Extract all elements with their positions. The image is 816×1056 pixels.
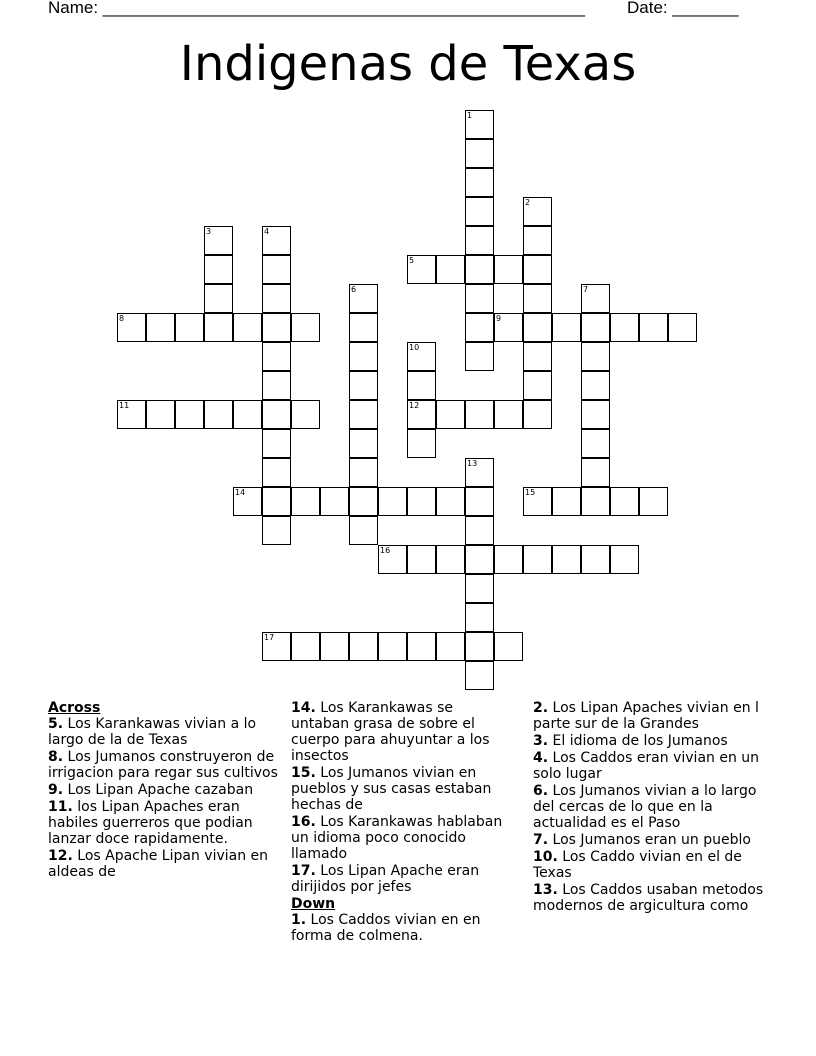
grid-cell[interactable] <box>233 400 262 429</box>
grid-cell[interactable] <box>407 545 436 574</box>
grid-cell[interactable] <box>349 284 378 313</box>
grid-cell[interactable] <box>523 371 552 400</box>
clue-number: 7 <box>583 285 589 294</box>
grid-cell[interactable] <box>494 545 523 574</box>
grid-cell[interactable] <box>494 313 523 342</box>
grid-cell[interactable] <box>465 284 494 313</box>
grid-cell[interactable] <box>320 487 349 516</box>
grid-cell[interactable] <box>262 487 291 516</box>
grid-cell[interactable] <box>117 313 146 342</box>
clue-number: 13 <box>467 459 478 468</box>
grid-cell[interactable] <box>523 342 552 371</box>
grid-cell[interactable] <box>465 487 494 516</box>
grid-cell[interactable] <box>349 458 378 487</box>
clue-number: 6 <box>351 285 357 294</box>
grid-cell[interactable] <box>262 226 291 255</box>
clue-number: 10 <box>409 343 420 352</box>
grid-cell[interactable] <box>407 342 436 371</box>
grid-cell[interactable] <box>407 400 436 429</box>
grid-cell[interactable] <box>581 458 610 487</box>
name-field-label: Name: ___________________________________________________ <box>48 0 585 17</box>
grid-cell[interactable] <box>262 400 291 429</box>
clue-number: 5 <box>409 256 415 265</box>
grid-cell[interactable] <box>291 313 320 342</box>
grid-cell[interactable] <box>465 545 494 574</box>
grid-cell[interactable] <box>581 313 610 342</box>
grid-cell[interactable] <box>378 545 407 574</box>
clue-number: 15 <box>525 488 536 497</box>
grid-cell[interactable] <box>465 400 494 429</box>
grid-cell[interactable] <box>494 400 523 429</box>
clues-column-3 <box>533 700 773 915</box>
grid-cell[interactable] <box>204 313 233 342</box>
grid-cell[interactable] <box>291 632 320 661</box>
grid-cell[interactable] <box>233 313 262 342</box>
grid-cell[interactable] <box>668 313 697 342</box>
clue-across-11: 11. los Lipan Apaches eran habiles guerreros que podian lanzar doce rapidamente. <box>48 799 253 847</box>
grid-cell[interactable] <box>494 255 523 284</box>
clue-number: 17 <box>264 633 275 642</box>
grid-cell[interactable] <box>610 545 639 574</box>
grid-cell[interactable] <box>581 342 610 371</box>
grid-cell[interactable] <box>465 516 494 545</box>
grid-cell[interactable] <box>552 545 581 574</box>
grid-cell[interactable] <box>204 226 233 255</box>
clue-number: 1 <box>467 111 473 120</box>
clue-number: 16 <box>380 546 391 555</box>
grid-cell[interactable] <box>407 429 436 458</box>
grid-cell[interactable] <box>262 371 291 400</box>
grid-cell[interactable] <box>465 139 494 168</box>
clue-number: 14 <box>235 488 246 497</box>
grid-cell[interactable] <box>349 400 378 429</box>
grid-cell[interactable] <box>436 632 465 661</box>
grid-cell[interactable] <box>610 487 639 516</box>
clue-down-6: 6. Los Jumanos vivian a lo largo del cercas de lo que en la actualidad es el Paso <box>533 783 757 831</box>
page-title: Indigenas de Texas <box>179 36 637 92</box>
down-heading: Down <box>291 896 336 912</box>
grid-cell[interactable] <box>465 342 494 371</box>
grid-cell[interactable] <box>639 313 668 342</box>
grid-cell[interactable] <box>465 197 494 226</box>
grid-cell[interactable] <box>436 487 465 516</box>
grid-cell[interactable] <box>436 400 465 429</box>
grid-cell[interactable] <box>262 632 291 661</box>
clue-across-15: 15. Los Jumanos vivian en pueblos y sus casas estaban hechas de <box>291 765 492 813</box>
clue-across-14: 14. Los Karankawas se untaban grasa de sobre el cuerpo para ahuyuntar a los insectos <box>291 700 490 764</box>
grid-cell[interactable] <box>436 255 465 284</box>
clue-down-3: 3. El idioma de los Jumanos <box>533 733 728 749</box>
grid-cell[interactable] <box>262 284 291 313</box>
grid-cell[interactable] <box>175 400 204 429</box>
clue-across-17: 17. Los Lipan Apache eran dirijidos por jefes <box>291 863 480 895</box>
clues-column-2 <box>291 700 515 945</box>
grid-cell[interactable] <box>378 632 407 661</box>
grid-cell[interactable] <box>349 313 378 342</box>
grid-cell[interactable] <box>349 516 378 545</box>
clue-number: 3 <box>206 227 212 236</box>
grid-cell[interactable] <box>320 632 349 661</box>
grid-cell[interactable] <box>349 487 378 516</box>
clue-number: 11 <box>119 401 130 410</box>
clues-column-1 <box>48 700 288 881</box>
grid-cell[interactable] <box>349 632 378 661</box>
grid-cell[interactable] <box>262 516 291 545</box>
grid-cell[interactable] <box>262 342 291 371</box>
clue-down-13: 13. Los Caddos usaban metodos modernos de argicultura como <box>533 882 764 914</box>
clue-across-9: 9. Los Lipan Apache cazaban <box>48 782 254 798</box>
grid-cell[interactable] <box>262 458 291 487</box>
grid-cell[interactable] <box>581 284 610 313</box>
across-heading: Across <box>48 700 101 716</box>
grid-cell[interactable] <box>204 400 233 429</box>
grid-cell[interactable] <box>610 313 639 342</box>
clue-down-10: 10. Los Caddo vivian en el de Texas <box>533 849 742 881</box>
grid-cell[interactable] <box>436 545 465 574</box>
grid-cell[interactable] <box>146 313 175 342</box>
grid-cell[interactable] <box>146 400 175 429</box>
clue-down-2: 2. Los Lipan Apaches vivian en l parte sur de la Grandes <box>533 700 759 732</box>
grid-cell[interactable] <box>465 661 494 690</box>
grid-cell[interactable] <box>407 632 436 661</box>
grid-cell[interactable] <box>465 574 494 603</box>
clue-number: 9 <box>496 314 502 323</box>
grid-cell[interactable] <box>465 255 494 284</box>
grid-cell[interactable] <box>465 168 494 197</box>
grid-cell[interactable] <box>262 255 291 284</box>
grid-cell[interactable] <box>204 255 233 284</box>
grid-cell[interactable] <box>581 545 610 574</box>
grid-cell[interactable] <box>349 342 378 371</box>
grid-cell[interactable] <box>581 429 610 458</box>
grid-cell[interactable] <box>262 313 291 342</box>
grid-cell[interactable] <box>291 400 320 429</box>
clue-across-16: 16. Los Karankawas hablaban un idioma poco conocido llamado <box>291 814 503 862</box>
clue-down-7: 7. Los Jumanos eran un pueblo <box>533 832 751 848</box>
grid-cell[interactable] <box>552 313 581 342</box>
clue-number: 12 <box>409 401 420 410</box>
grid-cell[interactable] <box>262 429 291 458</box>
clue-number: 8 <box>119 314 125 323</box>
grid-cell[interactable] <box>204 284 233 313</box>
grid-cell[interactable] <box>291 487 320 516</box>
date-field-label: Date: _______ <box>627 0 739 17</box>
grid-cell[interactable] <box>407 487 436 516</box>
grid-cell[interactable] <box>523 313 552 342</box>
clue-across-5: 5. Los Karankawas vivian a lo largo de la de Texas <box>48 716 257 748</box>
grid-cell[interactable] <box>407 371 436 400</box>
grid-cell[interactable] <box>523 487 552 516</box>
grid-cell[interactable] <box>581 400 610 429</box>
clue-across-12: 12. Los Apache Lipan vivian en aldeas de <box>48 848 269 880</box>
grid-cell[interactable] <box>175 313 204 342</box>
grid-cell[interactable] <box>349 371 378 400</box>
grid-cell[interactable] <box>233 487 262 516</box>
grid-cell[interactable] <box>523 255 552 284</box>
grid-cell[interactable] <box>378 487 407 516</box>
grid-cell[interactable] <box>465 603 494 632</box>
grid-cell[interactable] <box>465 458 494 487</box>
grid-cell[interactable] <box>117 400 146 429</box>
grid-cell[interactable] <box>407 255 436 284</box>
grid-cell[interactable] <box>349 429 378 458</box>
grid-cell[interactable] <box>552 487 581 516</box>
grid-cell[interactable] <box>523 545 552 574</box>
grid-cell[interactable] <box>523 197 552 226</box>
clue-across-8: 8. Los Jumanos construyeron de irrigacion para regar sus cultivos <box>48 749 278 781</box>
grid-cell[interactable] <box>465 226 494 255</box>
clue-down-4: 4. Los Caddos eran vivian en un solo lugar <box>533 750 760 782</box>
grid-cell[interactable] <box>581 371 610 400</box>
grid-cell[interactable] <box>523 400 552 429</box>
grid-cell[interactable] <box>581 487 610 516</box>
grid-cell[interactable] <box>465 632 494 661</box>
clue-number: 2 <box>525 198 531 207</box>
clue-down-1: 1. Los Caddos vivian en en forma de colmena. <box>291 912 481 944</box>
grid-cell[interactable] <box>465 313 494 342</box>
grid-cell[interactable] <box>494 632 523 661</box>
grid-cell[interactable] <box>523 284 552 313</box>
clue-number: 4 <box>264 227 270 236</box>
grid-cell[interactable] <box>465 110 494 139</box>
grid-cell[interactable] <box>523 226 552 255</box>
grid-cell[interactable] <box>639 487 668 516</box>
